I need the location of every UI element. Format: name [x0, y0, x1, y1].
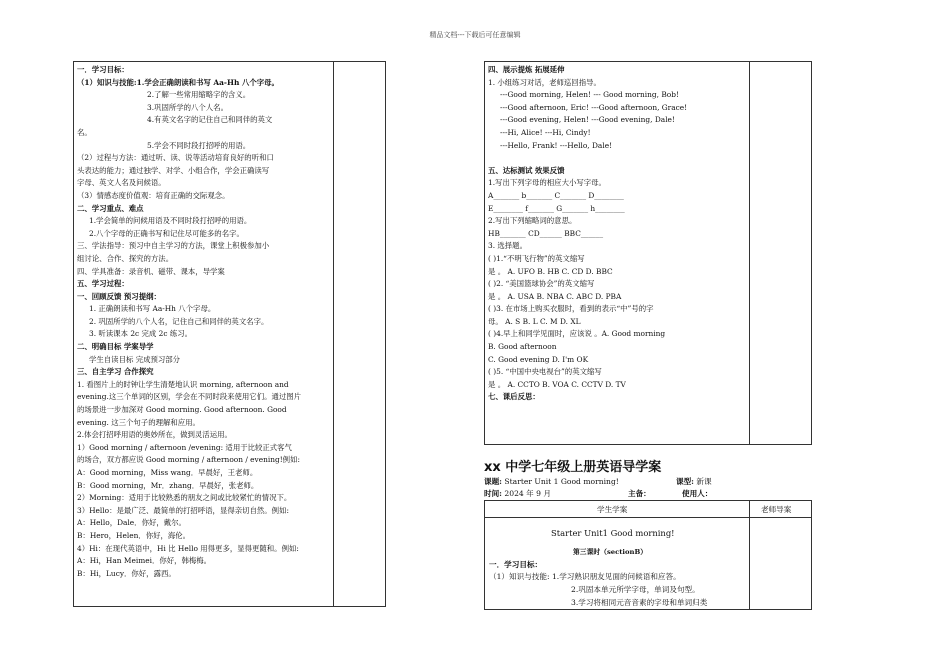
left-line: 五、学习过程：	[77, 279, 129, 289]
right-line: A_______ b_______ C_______ D________	[488, 190, 624, 200]
left-line: 1）Good morning / afternoon /evening: 适用于比较正式客气	[77, 442, 292, 452]
user-label: 使用人：	[682, 489, 713, 498]
right-content	[488, 64, 746, 404]
unit-title: Starter Unit1 Good morning!	[551, 528, 675, 538]
page-header: 精品文档---下载后可任意编辑	[429, 31, 521, 39]
right-line: ( )2. “美国篮球协会”的英文缩写	[488, 279, 595, 289]
right-line: 四、展示提炼 拓展延伸	[488, 65, 565, 74]
left-line: 四、学具准备：录音机、磁带、课本，导学案	[77, 266, 225, 276]
col-teacher: 老师导案	[761, 505, 792, 514]
topic-label: 课题:	[484, 477, 502, 486]
left-line: 头表达的能力；通过独学、对学、小组合作，学会正确读写	[77, 165, 270, 175]
right-line: 是 。 A. UFO B. HB C. CD D. BBC	[488, 266, 613, 276]
type-label: 课型:	[676, 477, 694, 486]
right-line: HB_______ CD______ BBC______	[488, 228, 604, 238]
left-line: 5.学会不同时段打招呼的用语。	[147, 140, 251, 150]
left-line: 4）Hi：在现代英语中，Hi 比 Hello 用得更多，显得更随和。例如:	[77, 543, 299, 553]
goal-3: 3.学习将相同元音音素的字母和单词归类	[571, 598, 708, 607]
left-line: 三、自主学习 合作探究	[77, 367, 154, 377]
left-line: 二、学习重点、难点	[77, 203, 144, 213]
topic-row	[484, 476, 619, 487]
right-line: ---Good morning, Helen! --- Good morning, Bob!	[500, 90, 679, 100]
right-line: 五、达标测试 效果反馈	[488, 165, 565, 175]
topic-value: Starter Unit 1 Good morning!	[504, 477, 619, 486]
col-student: 学生学案	[597, 505, 628, 514]
right-line: 1.写出下列字母的相应大小写字母。	[488, 178, 606, 188]
right-line: ( )1.“不明飞行物”的英文缩写	[488, 253, 585, 263]
goal-1: （1）知识与技能: 1.学习熟识朋友见面的问候语和应答。	[489, 572, 681, 581]
right-line: ---Good evening, Helen! ---Good evening, Dale!	[500, 115, 675, 125]
left-line: 字母、英文人名及问候语。	[77, 178, 166, 188]
left-line: 1.学会简单的问候用语及不同时段打招呼的用语。	[89, 216, 252, 226]
type-value: 新课	[696, 477, 712, 486]
left-line: evening. 这三个句子的理解和应用。	[77, 417, 200, 427]
right-line: ---Hi, Alice! ---Hi, Cindy!	[500, 127, 591, 137]
doc-title: xx 中学七年级上册英语导学案	[484, 460, 662, 475]
left-line: evening.这三个单词的区别，学会在不同时段来使用它们。通过图片	[77, 392, 302, 402]
right-line: 3. 选择题。	[488, 241, 527, 251]
left-line: 的场合，双方都应说 Good morning / afternoon / evening!例如:	[77, 455, 300, 465]
right-line: ( )3. 在市场上购买衣服时，看到的表示“中”号的字	[488, 304, 654, 314]
left-line: 学生自读目标 完成预习部分	[89, 354, 181, 364]
left-line: 1. 正确朗读和书写 Aa-Hh 八个字母。	[89, 304, 216, 314]
left-line: A：Hi，Han Meimei．你好，韩梅梅。	[77, 556, 212, 566]
left-line: （3）情感态度价值观：培育正确的交际观念。	[77, 190, 230, 200]
type-row	[676, 476, 712, 487]
left-line: 2.体会打招呼用语的奥妙所在，做到灵活运用。	[77, 430, 232, 440]
left-line: 三、学法指导：预习中自主学习的方法，课堂上积极参加小	[77, 241, 270, 251]
left-line: 2. 巩固所学的八个人名，记住自己和同伴的英文名字。	[89, 316, 269, 326]
right-line: ( )5. “中国中央电视台”的英文缩写	[488, 367, 602, 377]
time-value: 2024 年 9 月	[504, 489, 552, 498]
left-line: 3）Hello：是最广泛、最简单的打招呼语，显得亲切自然。例如:	[77, 505, 289, 515]
goal-2: 2.巩固本单元所学字母，单词及句型。	[571, 585, 700, 594]
left-line: 一．学习目标：	[77, 65, 129, 74]
left-line: 3. 听读课本 2c 完成 2c 练习。	[89, 329, 192, 339]
left-divider	[333, 62, 334, 606]
goals-heading: 一．学习目标：	[489, 560, 543, 569]
right-line: ( )4.早上和同学见面时，应该说 。A. Good morning	[488, 329, 666, 339]
time-row	[484, 488, 551, 499]
left-line: A：Good morning，Miss wang．早晨好，王老师。	[77, 468, 258, 477]
left-line: B：Hero，Helen．你好，海伦。	[77, 530, 191, 540]
right-line: C. Good evening D. I'm OK	[488, 354, 589, 364]
table-divider	[749, 501, 750, 609]
left-line: （1）知识与技能:1.学会正确朗读和书写 Aa-Hh 八个字母。	[77, 77, 279, 87]
right-line: ---Hello, Frank! ---Hello, Dale!	[500, 140, 613, 150]
left-line: B：Hi，Lucy．你好，露西。	[77, 568, 176, 578]
left-line: 1. 看图片上的时钟让学生清楚地认识 morning, afternoon and	[77, 379, 289, 389]
lesson-subtitle: 第三课时（sectionB）	[573, 548, 648, 556]
time-label: 时间:	[484, 489, 502, 498]
left-line: 4.有英文名字的记住自己和同伴的英文	[147, 115, 273, 125]
right-line	[488, 152, 746, 165]
right-line: ---Good afternoon, Eric! ---Good afternoon, Grace!	[500, 102, 688, 112]
left-line: （2）过程与方法：通过听、读、说等活动培育良好的听和口	[77, 153, 274, 163]
left-line: A：Hello，Dale．你好，戴尔。	[77, 518, 186, 528]
right-line: 七、课后反思：	[488, 392, 540, 402]
left-line: B：Good morning，Mr．zhang．早晨好，张老师。	[77, 480, 259, 490]
left-content	[77, 64, 331, 580]
left-line: 3.巩固所学的八个人名。	[147, 102, 228, 112]
preparer-label: 主备：	[628, 489, 651, 498]
left-line: 2）Morning：适用于比较熟悉的朋友之间或比较紧忙的情况下。	[77, 493, 292, 503]
left-line: 组讨论、合作、探究的方法。	[77, 253, 174, 263]
lesson-table	[484, 500, 812, 610]
left-line: 一、回顾反馈 预习提纲：	[77, 291, 161, 301]
right-line: B. Good afternoon	[488, 342, 557, 352]
right-line: 是 。 A. USA B. NBA C. ABC D. PBA	[488, 291, 622, 301]
left-line: 2.八个字母的正确书写和记住尽可能多的名字。	[89, 228, 244, 238]
right-line: 是 。 A. CCTO B. VOA C. CCTV D. TV	[488, 379, 626, 389]
left-line: 二、明确目标 学案导学	[77, 342, 154, 352]
left-line: 的场景进一步加深对 Good morning. Good afternoon. Good	[77, 405, 287, 415]
right-line: E________ f_______ G_______ h________	[488, 203, 625, 213]
left-line: 名。	[77, 127, 92, 137]
right-line: 1. 小组练习对话，老师巡回指导。	[488, 77, 601, 87]
right-divider	[749, 62, 750, 444]
table-header-line	[485, 517, 811, 518]
right-line: 母。 A. S B. L C. M D. XL	[488, 316, 581, 326]
right-line: 2.写出下列缩略词的意思。	[488, 216, 577, 226]
left-line: 2.了解一些常用缩略字的含义。	[147, 90, 251, 100]
